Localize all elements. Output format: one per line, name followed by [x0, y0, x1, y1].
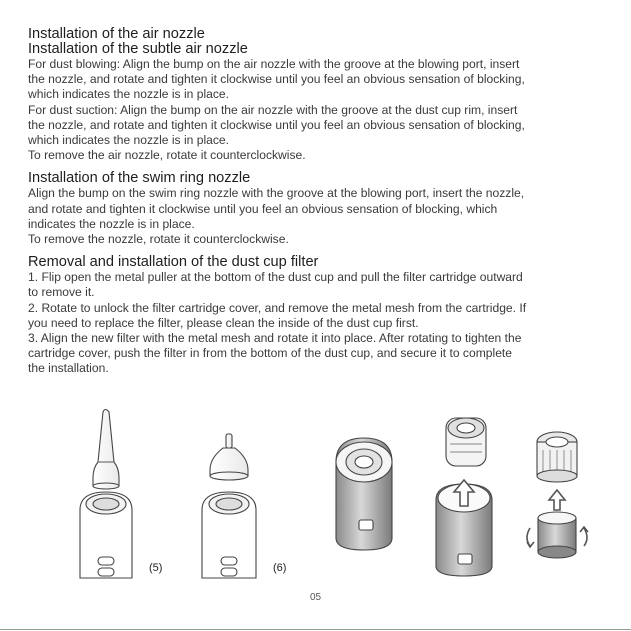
blower-body-illustration	[80, 492, 132, 578]
dust-cup-cylinder-illustration	[538, 512, 576, 558]
dust-filter-line: you need to replace the filter, please clean the inside of the dust cup first.	[28, 315, 419, 330]
dust-filter-line: to remove it.	[28, 285, 95, 300]
swim-ring-line: and rotate and tighten it clockwise until you feel an obvious sensation of blocking, which	[28, 201, 498, 216]
dust-filter-line: the installation.	[28, 361, 109, 376]
swim-ring-line: Align the bump on the swim ring nozzle with the groove at the blowing port, insert the nozzle,	[28, 186, 525, 201]
air-nozzle-line: the nozzle, and rotate and tighten it clockwise until you feel an obvious sensation of blocking,	[28, 72, 525, 87]
swim-ring-line: To remove the nozzle, rotate it counterclockwise.	[28, 232, 289, 247]
dust-filter-line: cartridge cover, push the filter in from the bottom of the dust cup, and secure it to complete	[28, 346, 513, 361]
dust-filter-line: 3. Align the new filter with the metal mesh and rotate it into place. After rotating to tighten the	[28, 331, 522, 346]
page-number: 05	[309, 592, 322, 603]
figure-label: (5)	[149, 562, 163, 574]
filter-cartridge-illustration	[446, 418, 486, 466]
dust-filter-line: 1. Flip open the metal puller at the bottom of the dust cup and pull the filter cartridge outward	[28, 270, 523, 285]
subtle-air-nozzle-illustration	[210, 434, 248, 480]
arrow-up-icon	[549, 490, 565, 510]
air-nozzle-line: For dust blowing: Align the bump on the air nozzle with the groove at the blowing port, insert	[28, 57, 520, 71]
subtle-air-nozzle-heading: Installation of the subtle air nozzle	[28, 41, 248, 57]
swim-ring-line: indicates the nozzle is in place.	[28, 216, 195, 231]
air-nozzle-line: To remove the air nozzle, rotate it counterclockwise.	[28, 148, 306, 163]
air-nozzle-line: which indicates the nozzle is in place.	[28, 87, 229, 102]
filter-mesh-illustration	[537, 432, 577, 482]
air-nozzle-illustration	[93, 410, 119, 490]
illustration-area	[0, 400, 631, 585]
dust-cup-illustration	[336, 438, 392, 550]
air-nozzle-line: the nozzle, and rotate and tighten it clockwise until you feel an obvious sensation of blocking,	[28, 117, 525, 132]
swim-ring-heading: Installation of the swim ring nozzle	[28, 170, 251, 187]
blower-body-illustration	[202, 492, 256, 578]
dust-filter-heading: Removal and installation of the dust cup filter	[28, 254, 319, 271]
figure-label: (6)	[273, 562, 287, 574]
air-nozzle-heading: Installation of the air nozzle	[28, 26, 205, 42]
instructions-text	[28, 27, 608, 377]
page-bottom-rule	[0, 629, 631, 630]
air-nozzle-line: For dust suction: Align the bump on the air nozzle with the groove at the dust cup rim, insert	[28, 102, 518, 117]
dust-filter-line: 2. Rotate to unlock the filter cartridge cover, and remove the metal mesh from the cartridge. If	[28, 300, 527, 315]
air-nozzle-line: which indicates the nozzle is in place.	[28, 133, 229, 148]
product-illustrations	[0, 400, 631, 585]
